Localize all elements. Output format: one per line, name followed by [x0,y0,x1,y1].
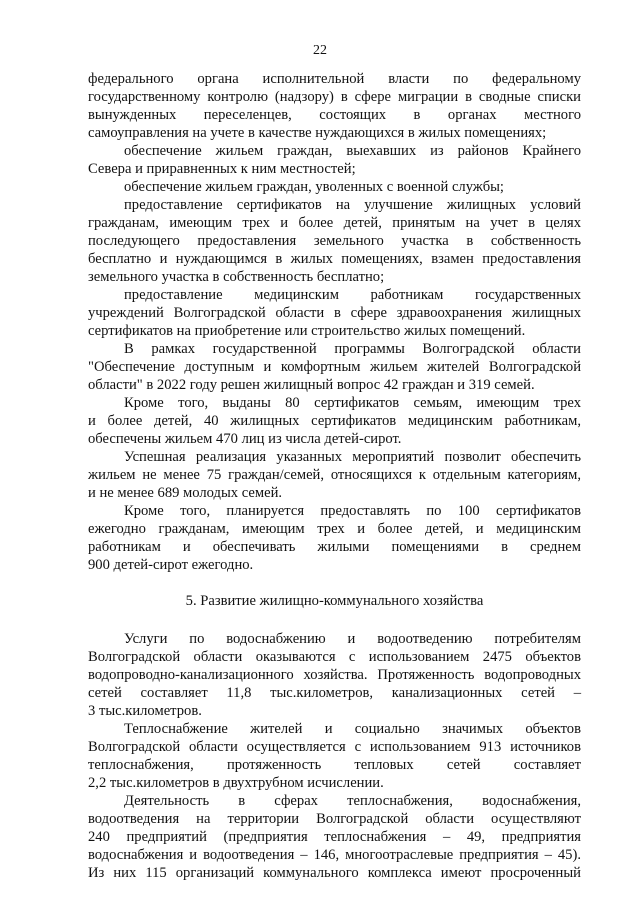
text-line: теплоснабжения, протяженность тепловых сетей составляет [88,757,581,773]
text-line: вынужденных переселенцев, состоящих в органах местного [88,107,581,123]
text-line: области" в 2022 году решен жилищный вопрос 42 граждан и 319 семей. [88,377,535,393]
text-line: 2,2 тыс.километров в двухтрубном исчислении. [88,775,384,791]
text-line: Теплоснабжение жителей и социально значимых объектов [124,721,581,737]
text-line: водоотведения на территории Волгоградской области осуществляют [88,811,581,827]
paragraph [88,394,581,448]
paragraph [88,630,581,720]
text-line: и не менее 689 молодых семей. [88,485,283,501]
text-line: работникам и обеспечивать жилыми помещениями в среднем [88,539,581,555]
text-line: последующего предоставления земельного участка в собственность [88,233,581,249]
text-line: Кроме того, выданы 80 сертификатов семьям, имеющим трех [124,395,581,411]
text-line: и более детей, 40 жилищных сертификатов медицинским работникам, [88,413,581,429]
text-line: предоставление медицинским работникам государственных [124,287,581,303]
text-line: федерального органа исполнительной власти по федеральному [88,71,581,87]
text-line: Севера и приравненных к ним местностей; [88,161,356,177]
text-line: обеспечение жильем граждан, выехавших из районов Крайнего [124,143,581,159]
text-line: водоснабжения и водоотведения – 146, многоотраслевые предприятия – 45). [88,847,581,863]
text-line: бесплатно и нуждающимся в жилых помещениях, взамен предоставления [88,251,581,267]
paragraph [88,502,581,574]
paragraph [88,448,581,502]
document-body [88,70,581,882]
paragraph [88,178,581,196]
text-line: водопроводно-канализационного хозяйства. Протяженность водопроводных [88,667,581,683]
text-line: земельного участка в собственность бесплатно; [88,269,385,285]
text-line: "Обеспечение доступным и комфортным жильем жителей Волгоградской [88,359,581,375]
paragraph [88,340,581,394]
text-line: ежегодно гражданам, имеющим трех и более детей, и медицинским [88,521,581,537]
paragraph [88,792,581,882]
text-line: учреждений Волгоградской области в сфере здравоохранения жилищных [88,305,581,321]
text-line: Услуги по водоснабжению и водоотведению потребителям [124,631,581,647]
text-line: государственному контролю (надзору) в сфере миграции в сводные списки [88,89,581,105]
text-line: 900 детей-сирот ежегодно. [88,557,254,573]
text-line: Из них 115 организаций коммунального комплекса имеют просроченный [88,865,581,881]
text-line: гражданам, имеющим трех и более детей, принятым на учет в целях [88,215,581,231]
text-line: Кроме того, планируется предоставлять по 100 сертификатов [124,503,581,519]
paragraph [88,720,581,792]
text-line: обеспечение жильем граждан, уволенных с военной службы; [124,179,504,195]
text-line: самоуправления на учете в качестве нуждающихся в жилых помещениях; [88,125,547,141]
text-line: сертификатов на приобретение или строительство жилых помещений. [88,323,526,339]
paragraph [88,286,581,340]
text-line: Успешная реализация указанных мероприятий позволит обеспечить [124,449,581,465]
paragraph [88,196,581,286]
text-line: обеспечены жильем 470 лиц из числа детей-сирот. [88,431,402,447]
page-number: 22 [313,43,327,58]
text-line: жильем не менее 75 граждан/семей, относящихся к отдельным категориям, [88,467,581,483]
text-line: Волгоградской области оказываются с использованием 2475 объектов [88,649,581,665]
text-line: предоставление сертификатов на улучшение жилищных условий [124,197,581,213]
text-line: Волгоградской области осуществляется с использованием 913 источников [88,739,581,755]
text-line: 240 предприятий (предприятия теплоснабжения – 49, предприятия [88,829,581,845]
paragraph [88,70,581,142]
text-line: Деятельность в сферах теплоснабжения, водоснабжения, [124,793,581,809]
text-line: В рамках государственной программы Волгоградской области [124,341,581,357]
text-line: сетей составляет 11,8 тыс.километров, канализационных сетей – [88,685,581,701]
text-line: 3 тыс.километров. [88,703,202,719]
paragraph [88,142,581,178]
section-heading: 5. Развитие жилищно-коммунального хозяйства [185,593,484,609]
